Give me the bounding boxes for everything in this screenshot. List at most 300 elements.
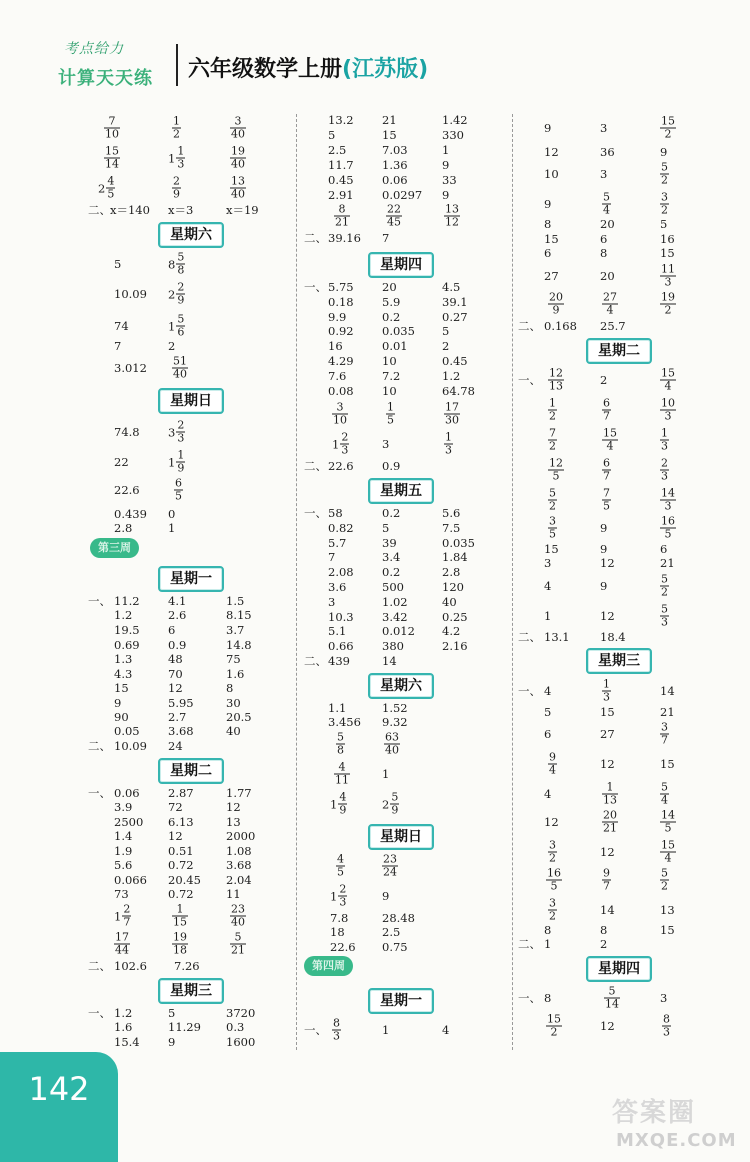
answer-cell	[382, 173, 408, 187]
answer-text: 439	[328, 654, 350, 668]
fraction	[176, 420, 185, 445]
answer-text: 0.75	[382, 940, 408, 954]
fraction	[602, 428, 618, 453]
answer-cell	[382, 911, 415, 925]
answer-text: 3.9	[114, 800, 133, 814]
answer-cell	[114, 724, 140, 738]
answer-text: 8	[544, 991, 552, 1005]
answer-text: 15	[600, 705, 615, 719]
answer-text: 39	[382, 536, 397, 550]
fraction	[660, 292, 676, 317]
answer-cell	[444, 432, 453, 457]
answer-cell	[382, 158, 408, 172]
numerator: 15	[661, 114, 675, 128]
numerator: 15	[661, 838, 675, 852]
answer-cell	[382, 188, 422, 202]
numerator: 5	[391, 790, 399, 804]
numerator: 2	[341, 430, 349, 444]
answer-text: 1.3	[114, 652, 133, 666]
answer-cell	[444, 402, 460, 427]
answer-cell	[600, 521, 607, 535]
answer-cell	[544, 319, 577, 333]
answer-cell	[328, 369, 346, 383]
numerator: 3	[234, 114, 242, 128]
answer-cell	[98, 176, 115, 201]
answer-cell	[382, 550, 400, 564]
answer-text: 1.2	[114, 1006, 133, 1020]
numerator: 4	[337, 852, 344, 866]
numerator: 1	[177, 144, 185, 158]
fraction	[230, 116, 246, 141]
answer-cell	[168, 1020, 201, 1034]
question-number: 一、	[518, 991, 541, 1005]
answer-text: 5.1	[328, 624, 347, 638]
answer-text: 58	[328, 506, 343, 520]
numerator: 6	[603, 396, 610, 410]
answer-cell	[442, 113, 468, 127]
answer-text: 1.2	[442, 369, 461, 383]
fraction	[660, 162, 669, 187]
answer-cell	[114, 800, 132, 814]
numerator: 22	[387, 202, 401, 216]
answer-text: 2	[168, 339, 176, 353]
fraction	[602, 292, 618, 317]
answer-cell	[382, 295, 400, 309]
answer-text: 3	[600, 121, 608, 135]
answer-text: 5.9	[382, 295, 401, 309]
logo-tagline: 考点给力	[64, 41, 124, 57]
denominator: 2	[549, 409, 556, 423]
answer-text: 12	[600, 757, 615, 771]
answer-cell	[548, 898, 557, 923]
denominator: 3	[339, 895, 347, 909]
denominator: 24	[383, 865, 397, 879]
denominator: 3	[663, 1025, 670, 1039]
answer-text: 0.066	[114, 873, 147, 887]
answer-cell	[382, 654, 397, 668]
answer-cell	[114, 904, 131, 929]
answer-cell	[660, 556, 675, 570]
answer-text: 18.4	[600, 630, 626, 644]
answer-text: 22	[114, 455, 129, 469]
answer-cell	[548, 752, 557, 777]
denominator: 6	[177, 325, 185, 339]
answer-text: 40	[442, 595, 457, 609]
answer-text: 1.52	[382, 701, 408, 715]
numerator: 19	[173, 930, 187, 944]
answer-cell	[114, 521, 132, 535]
answer-text: 7	[328, 550, 336, 564]
answer-text: 40	[226, 724, 241, 738]
answer-text: 9	[544, 197, 552, 211]
numerator: 63	[385, 730, 399, 744]
answer-cell	[660, 145, 667, 159]
answer-cell	[660, 684, 675, 698]
denominator: 10	[105, 127, 119, 141]
numerator: 9	[549, 750, 556, 764]
answer-cell	[168, 420, 185, 445]
answer-text: 12	[600, 556, 615, 570]
answer-cell	[168, 696, 194, 710]
denominator: 3	[661, 469, 668, 483]
answer-text: 0.0297	[382, 188, 423, 202]
answer-text: 14	[600, 903, 615, 917]
denominator: 3	[333, 1029, 340, 1043]
answer-cell	[382, 437, 389, 451]
denominator: 13	[549, 379, 563, 393]
answer-text: 15	[544, 542, 559, 556]
answer-cell	[382, 767, 389, 781]
denominator: 7	[603, 409, 610, 423]
answer-text: 5.6	[114, 858, 133, 872]
fraction	[660, 868, 669, 893]
answer-text: 20	[600, 217, 615, 231]
numerator: 5	[661, 160, 668, 174]
fraction	[338, 792, 347, 817]
answer-cell	[660, 398, 676, 423]
answer-text: 0.25	[442, 610, 468, 624]
answer-text: 7.2	[382, 369, 401, 383]
fraction	[548, 458, 564, 483]
numerator: 1	[661, 426, 668, 440]
fraction	[122, 904, 131, 929]
page-number: 142	[28, 1070, 90, 1108]
numerator: 5	[549, 486, 556, 500]
answer-text: 0.9	[382, 459, 401, 473]
fraction	[660, 264, 676, 289]
answer-cell	[442, 521, 460, 535]
week-badge: 第三周	[90, 538, 139, 558]
fraction	[176, 252, 185, 277]
answer-text: 2.91	[328, 188, 354, 202]
question-number: 二、	[518, 937, 541, 951]
answer-text: 3	[544, 556, 552, 570]
denominator: 3	[660, 276, 676, 289]
denominator: 3	[660, 410, 676, 423]
answer-cell	[114, 257, 121, 271]
answer-text: 2.16	[442, 639, 468, 653]
answer-text: 64.78	[442, 384, 475, 398]
fraction	[104, 146, 120, 171]
denominator: 3	[661, 439, 668, 453]
answer-cell	[114, 873, 147, 887]
answer-text: 15	[544, 232, 559, 246]
fraction	[660, 840, 676, 865]
question-number: 二、	[88, 739, 111, 753]
answer-cell	[442, 354, 468, 368]
numerator: 19	[231, 144, 245, 158]
answer-cell	[442, 339, 449, 353]
denominator: 12	[445, 215, 459, 229]
answer-cell	[114, 959, 147, 973]
answer-text: 0.92	[328, 324, 354, 338]
answer-text: 5	[114, 257, 122, 271]
question-number: 一、	[304, 280, 327, 294]
answer-text: 39.1	[442, 295, 468, 309]
answer-cell	[382, 324, 415, 338]
answer-text: 2	[442, 339, 450, 353]
denominator: 5	[660, 528, 676, 541]
answer-text: 9	[600, 521, 608, 535]
answer-cell	[600, 167, 607, 181]
answer-text: 0.69	[114, 638, 140, 652]
denominator: 5	[387, 413, 394, 427]
answer-text: 12	[544, 815, 559, 829]
answer-cell	[382, 610, 408, 624]
denominator: 3	[603, 690, 610, 704]
answer-cell	[226, 638, 252, 652]
denominator: 10	[333, 413, 347, 427]
answer-text: 6	[660, 542, 668, 556]
answer-cell	[226, 681, 233, 695]
fraction	[602, 458, 611, 483]
answer-text: 20	[600, 269, 615, 283]
answer-cell	[168, 252, 185, 277]
answer-cell	[328, 506, 343, 520]
answer-cell	[104, 146, 120, 171]
answer-cell	[226, 1006, 255, 1020]
answer-cell	[172, 904, 188, 929]
question-number: 二、	[518, 319, 541, 333]
answer-text: 20.45	[168, 873, 201, 887]
answer-cell	[226, 829, 255, 843]
denominator: 5	[660, 822, 676, 835]
fraction	[660, 488, 676, 513]
fraction	[176, 450, 185, 475]
numerator: 20	[549, 290, 563, 304]
fraction	[660, 604, 669, 629]
answer-cell	[660, 368, 676, 393]
answer-cell	[168, 858, 194, 872]
answer-cell	[662, 1014, 671, 1039]
header-divider	[176, 44, 178, 86]
answer-text: 2.6	[168, 608, 187, 622]
numerator: 3	[549, 838, 556, 852]
answer-cell	[226, 800, 241, 814]
day-heading: 星期日	[368, 824, 434, 850]
answer-cell	[114, 786, 140, 800]
answer-text: 0.2	[382, 565, 401, 579]
answer-text: 1600	[226, 1035, 256, 1049]
numerator: 1	[176, 902, 184, 916]
answer-cell	[328, 639, 354, 653]
answer-cell	[168, 507, 175, 521]
answer-cell	[600, 556, 615, 570]
answer-text: 3	[382, 437, 390, 451]
answer-cell	[544, 684, 551, 698]
answer-cell	[328, 295, 354, 309]
answer-text: 0.51	[168, 844, 194, 858]
answer-text: 1.2	[114, 608, 133, 622]
answer-cell	[114, 361, 147, 375]
answer-cell	[168, 146, 185, 171]
answer-cell	[226, 652, 241, 666]
answer-text: 6.13	[168, 815, 194, 829]
numerator: 1	[177, 448, 185, 462]
denominator: 40	[173, 367, 187, 381]
answer-text: 4.5	[442, 280, 461, 294]
denominator: 21	[231, 943, 245, 957]
answer-text: 10.3	[328, 610, 354, 624]
answer-cell	[114, 858, 132, 872]
answer-text: 1.9	[114, 844, 133, 858]
denominator: 9	[177, 293, 185, 307]
answer-text: 12	[544, 145, 559, 159]
numerator: 5	[608, 984, 616, 998]
fraction	[660, 428, 669, 453]
answer-cell	[602, 868, 611, 893]
answer-text: 0.72	[168, 858, 194, 872]
day-heading: 星期四	[586, 956, 652, 982]
answer-text: 380	[382, 639, 404, 653]
denominator: 40	[231, 187, 245, 201]
denominator: 2	[549, 909, 556, 923]
answer-text: 11.2	[114, 594, 140, 608]
answer-text: 330	[442, 128, 464, 142]
question-number: 二、	[304, 231, 327, 245]
answer-cell	[382, 595, 408, 609]
fraction	[332, 1018, 341, 1043]
answer-cell	[660, 116, 676, 141]
answer-cell	[328, 701, 346, 715]
answer-cell	[442, 550, 468, 564]
answer-cell	[660, 542, 667, 556]
answer-cell	[600, 923, 607, 937]
answer-cell	[328, 143, 346, 157]
answer-cell	[114, 638, 140, 652]
answer-cell	[386, 204, 402, 229]
answer-cell	[602, 679, 611, 704]
numerator: 5	[603, 190, 610, 204]
denominator: 7	[603, 469, 610, 483]
numerator: 15	[105, 144, 119, 158]
day-heading: 星期一	[368, 988, 434, 1014]
denominator: 14	[105, 157, 119, 171]
answer-cell	[600, 373, 607, 387]
answer-text: 36	[600, 145, 615, 159]
numerator: 8	[333, 1016, 340, 1030]
fraction	[548, 292, 564, 317]
answer-text: 10	[382, 384, 397, 398]
answer-cell	[226, 724, 241, 738]
numerator: 27	[603, 290, 617, 304]
answer-text: 33	[442, 173, 457, 187]
question-number: 一、	[304, 506, 327, 520]
answer-text: 12	[600, 609, 615, 623]
answer-text: 4	[544, 787, 552, 801]
numerator: 17	[445, 400, 459, 414]
answer-text: 1	[382, 1023, 390, 1037]
answer-cell	[174, 478, 183, 503]
answer-cell	[114, 594, 140, 608]
fraction	[662, 1014, 671, 1039]
answer-text: 120	[442, 580, 464, 594]
answer-cell	[382, 792, 399, 817]
answer-cell	[330, 940, 356, 954]
answer-cell	[442, 128, 464, 142]
answer-cell	[114, 483, 140, 497]
answer-text: 9	[442, 188, 450, 202]
answer-text: 8	[544, 217, 552, 231]
answer-text: 1.77	[226, 786, 252, 800]
answer-text: 19.5	[114, 623, 140, 637]
answer-cell	[600, 845, 615, 859]
answer-text: 1.84	[442, 550, 468, 564]
answer-text: 2000	[226, 829, 256, 843]
answer-text: 7.03	[382, 143, 408, 157]
answer-cell	[114, 652, 132, 666]
answer-text: 5	[442, 324, 450, 338]
book-title	[188, 52, 428, 83]
answer-text: 70	[168, 667, 183, 681]
watermark-url: MXQE.COM	[616, 1130, 737, 1151]
numerator: 4	[338, 760, 346, 774]
answer-cell	[114, 1006, 132, 1020]
answer-cell	[600, 542, 607, 556]
denominator: 9	[548, 304, 564, 317]
fraction	[230, 904, 246, 929]
answer-column-2	[304, 114, 510, 1054]
denominator: 3	[177, 157, 185, 171]
answer-cell	[168, 339, 175, 353]
numerator: 2	[661, 456, 668, 470]
answer-cell	[660, 903, 675, 917]
answer-cell	[600, 217, 615, 231]
answer-text: 2.87	[168, 786, 194, 800]
answer-text: 2.7	[168, 710, 187, 724]
answer-cell	[382, 715, 408, 729]
numerator: 5	[337, 730, 344, 744]
answer-cell	[382, 384, 397, 398]
answer-cell	[328, 231, 361, 245]
answer-text: 3.6	[328, 580, 347, 594]
fraction	[332, 402, 348, 427]
answer-text: 10	[544, 167, 559, 181]
answer-cell	[332, 1018, 341, 1043]
fraction	[602, 488, 611, 513]
answer-cell	[602, 292, 618, 317]
question-number: 二、	[304, 654, 327, 668]
answer-cell	[544, 705, 551, 719]
answer-cell	[442, 580, 464, 594]
answer-cell	[226, 203, 259, 217]
answer-text: 9	[114, 696, 122, 710]
fraction	[548, 368, 564, 393]
numerator: 17	[115, 930, 129, 944]
answer-cell	[226, 844, 252, 858]
answer-cell	[660, 604, 669, 629]
answer-text: 1.6	[114, 1020, 133, 1034]
answer-text: 21	[660, 705, 675, 719]
answer-cell	[114, 319, 129, 333]
fraction	[172, 356, 188, 381]
answer-cell	[226, 710, 252, 724]
answer-text: 15	[660, 246, 675, 260]
answer-cell	[442, 143, 449, 157]
answer-cell	[442, 506, 460, 520]
answer-text: 20	[382, 280, 397, 294]
answer-cell	[548, 488, 557, 513]
denominator: 5	[546, 880, 562, 893]
denominator: 3	[341, 443, 349, 457]
answer-text: 15	[660, 757, 675, 771]
fraction	[176, 314, 185, 339]
answer-cell	[602, 398, 611, 423]
answer-cell	[114, 623, 140, 637]
answer-cell	[442, 1023, 449, 1037]
answer-cell	[382, 113, 397, 127]
answer-cell	[660, 246, 675, 260]
